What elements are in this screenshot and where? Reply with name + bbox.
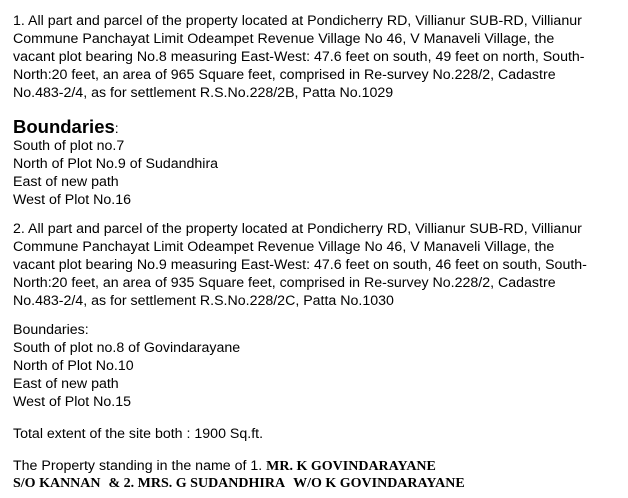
boundary-line: North of Plot No.10 <box>13 358 134 374</box>
boundary-line: East of new path <box>13 376 119 392</box>
text-line: vacant plot bearing No.9 measuring East-West: 47.6 feet on south, 46 feet on south, South- <box>13 257 587 273</box>
owner-line-1 <box>13 457 613 475</box>
boundaries-heading <box>13 116 119 139</box>
property-paragraph-2 <box>13 220 613 310</box>
total-extent-text: Total extent of the site both : 1900 Sq.ft. <box>13 426 264 442</box>
boundary-line: South of plot no.7 <box>13 138 125 154</box>
text-line: North:20 feet, an area of 935 Square feet, comprised in Re-survey No.228/2, Cadastre <box>13 275 556 291</box>
boundary-line: South of plot no.8 of Govindarayane <box>13 340 241 356</box>
text-line: Commune Panchayat Limit Odeampet Revenue Village No 46, V Manaveli Village, the <box>13 239 555 255</box>
total-extent <box>13 425 613 443</box>
boundaries-heading-colon: : <box>114 120 119 136</box>
text-line: vacant plot bearing No.8 measuring East-West: 47.6 feet on south, 49 feet on north, South- <box>13 49 585 65</box>
boundary-line: North of Plot No.9 of Sudandhira <box>13 156 219 172</box>
text-line: North:20 feet, an area of 965 Square feet, comprised in Re-survey No.228/2, Cadastre <box>13 67 556 83</box>
property-paragraph-1 <box>13 12 613 102</box>
owner-prefix: The Property standing in the name of 1. <box>13 458 267 474</box>
text-line: Commune Panchayat Limit Odeampet Revenue Village No 46, V Manaveli Village, the <box>13 31 555 47</box>
boundaries-list-2 <box>13 321 613 411</box>
text-line: No.483-2/4, as for settlement R.S.No.228/2B, Patta No.1029 <box>13 85 394 101</box>
owner-line-2 <box>13 475 613 493</box>
boundary-line: East of new path <box>13 174 119 190</box>
boundaries-subheading: Boundaries: <box>13 322 89 338</box>
owner-relation-1: S/O KANNAN <box>13 476 101 491</box>
boundary-line: West of Plot No.16 <box>13 192 132 208</box>
boundaries-heading-text: Boundaries <box>13 116 115 137</box>
text-line: No.483-2/4, as for settlement R.S.No.228/2C, Patta No.1030 <box>13 293 394 309</box>
text-line: 2. All part and parcel of the property located at Pondicherry RD, Villianur SUB-RD, Villianur <box>13 221 582 237</box>
owner-relation-2: W/O K GOVINDARAYANE <box>293 476 465 491</box>
boundaries-list-1 <box>13 137 613 209</box>
boundary-line: West of Plot No.15 <box>13 394 132 410</box>
owner-name-1: MR. K GOVINDARAYANE <box>266 459 436 474</box>
owner-name-2: & 2. MRS. G SUDANDHIRA <box>108 476 286 491</box>
text-line: 1. All part and parcel of the property located at Pondicherry RD, Villianur SUB-RD, Villianur <box>13 13 582 29</box>
owner-statement <box>13 457 613 493</box>
